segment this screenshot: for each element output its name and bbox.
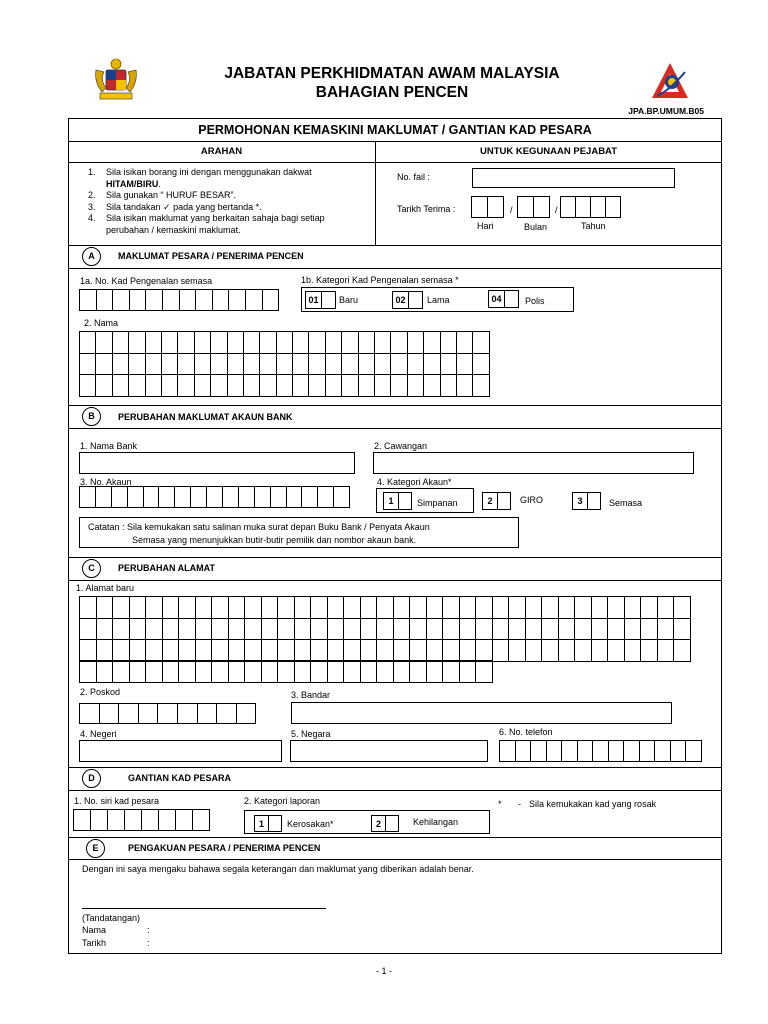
signature-line	[82, 908, 326, 909]
address-cells-row-4[interactable]	[79, 660, 492, 682]
name-label: 2. Nama	[84, 318, 119, 328]
instruction-2: 2. Sila gunakan “ HURUF BESAR”.	[88, 190, 237, 200]
date-field-label: Tarikh	[82, 938, 107, 948]
branch-label: 2. Cawangan	[374, 441, 428, 451]
country-label: 5. Negara	[291, 729, 331, 739]
report-checkbox-kerosakan[interactable]	[268, 815, 282, 832]
instruction-1: 1. Sila isikan borang ini dengan menggunakan dakwat	[88, 167, 312, 177]
instruction-4: 4. Sila isikan maklumat yang berkaitan sahaja bagi setiap	[88, 213, 325, 223]
ic-category-checkbox-polis[interactable]	[504, 290, 519, 308]
report-code-kerosakan: 1	[254, 815, 269, 832]
account-number-cells[interactable]	[79, 486, 349, 507]
account-type-code-semasa: 3	[572, 492, 588, 510]
section-e-badge: E	[86, 839, 105, 858]
branch-field[interactable]	[373, 452, 694, 474]
ic-category-code-baru: 01	[305, 291, 322, 309]
ic-label: 1a. No. Kad Pengenalan semasa	[80, 276, 213, 286]
account-type-checkbox-simpanan[interactable]	[398, 492, 412, 510]
ic-category-code-polis: 04	[488, 290, 505, 308]
section-c-badge: C	[82, 559, 101, 578]
address-label: 1. Alamat baru	[76, 583, 135, 593]
state-label: 4. Negeri	[80, 729, 117, 739]
report-category-label: 2. Kategori laporan	[244, 796, 321, 806]
day-label: Hari	[477, 221, 494, 231]
section-a-title: MAKLUMAT PESARA / PENERIMA PENCEN	[118, 251, 304, 261]
ic-category-label-polis: Polis	[525, 296, 545, 306]
coat-of-arms-icon	[92, 56, 140, 102]
instructions: 1. Sila isikan borang ini dengan menggunakan dakwat HITAM/BIRU. 2. Sila gunakan “ HURUF BESAR”. 3. Sila tandakan ✓ pada yang bertanda *. 4. Sila isikan maklumat yang berkaitan sahaja bagi setiap perubahan / kemaskini maklumat.	[88, 167, 373, 236]
arahan-heading: ARAHAN	[200, 146, 243, 157]
ic-category-checkbox-lama[interactable]	[408, 291, 423, 309]
report-label-kerosakan: Kerosakan*	[287, 819, 334, 829]
report-note-text: Sila kemukakan kad yang rosak	[529, 799, 657, 809]
file-number-field[interactable]	[472, 168, 675, 188]
city-label: 3. Bandar	[291, 690, 331, 700]
bank-note-line-2: Semasa yang menunjukkan butir-butir pemilik dan nombor akaun bank.	[132, 535, 417, 545]
section-c-title: PERUBAHAN ALAMAT	[118, 563, 215, 573]
section-b-badge: B	[82, 407, 101, 426]
section-b-title: PERUBAHAN MAKLUMAT AKAUN BANK	[118, 412, 293, 422]
date-received-label: Tarikh Terima :	[397, 204, 456, 214]
phone-label: 6. No. telefon	[499, 727, 553, 737]
section-e-title: PENGAKUAN PESARA / PENERIMA PENCEN	[128, 843, 321, 853]
phone-cells[interactable]	[499, 740, 701, 761]
report-code-kehilangan: 2	[371, 815, 386, 832]
name-field-label: Nama	[82, 925, 107, 935]
ic-number-cells[interactable]	[79, 289, 278, 310]
org-line-2: BAHAGIAN PENCEN	[315, 84, 469, 101]
declaration-text: Dengan ini saya mengaku bahawa segala keterangan dan maklumat yang diberikan adalah benar.	[82, 864, 474, 874]
account-type-label-semasa: Semasa	[609, 498, 643, 508]
date-received-month[interactable]	[517, 196, 549, 217]
year-label: Tahun	[581, 221, 606, 231]
card-serial-cells[interactable]	[73, 809, 209, 830]
account-type-code-simpanan: 1	[383, 492, 399, 510]
date-received-day[interactable]	[471, 196, 503, 217]
report-checkbox-kehilangan[interactable]	[385, 815, 399, 832]
bank-note-line-1: Catatan : Sila kemukakan satu salinan muka surat depan Buku Bank / Penyata Akaun	[88, 522, 430, 532]
section-d-badge: D	[82, 769, 101, 788]
page-number: - 1 -	[375, 966, 392, 976]
report-label-kehilangan: Kehilangan	[413, 817, 459, 827]
account-type-code-giro: 2	[482, 492, 498, 510]
section-a-badge: A	[82, 247, 101, 266]
org-line-1: JABATAN PERKHIDMATAN AWAM MALAYSIA	[224, 65, 560, 82]
instruction-3: 3. Sila tandakan ✓ pada yang bertanda *.	[88, 201, 262, 212]
account-type-checkbox-giro[interactable]	[497, 492, 511, 510]
org-title	[150, 64, 634, 102]
state-field[interactable]	[79, 740, 282, 762]
file-label: No. fail :	[397, 172, 431, 182]
section-d-title: GANTIAN KAD PESARA	[128, 773, 232, 783]
ic-category-checkbox-baru[interactable]	[321, 291, 336, 309]
ic-category-code-lama: 02	[392, 291, 409, 309]
jpa-logo-icon	[649, 60, 691, 104]
form-title: PERMOHONAN KEMASKINI MAKLUMAT / GANTIAN KAD PESARA	[198, 123, 592, 137]
city-field[interactable]	[291, 702, 672, 724]
date-received-year[interactable]	[560, 196, 620, 217]
office-heading: UNTUK KEGUNAAN PEJABAT	[479, 146, 618, 157]
account-type-label: 4. Kategori Akaun*	[377, 477, 452, 487]
bank-name-label: 1. Nama Bank	[80, 441, 138, 451]
ic-category-label: 1b. Kategori Kad Pengenalan semasa *	[301, 275, 459, 285]
postcode-cells[interactable]	[79, 703, 255, 723]
account-type-label-simpanan: Simpanan	[417, 498, 458, 508]
account-type-checkbox-semasa[interactable]	[587, 492, 601, 510]
signature-label: (Tandatangan)	[82, 913, 141, 923]
country-field[interactable]	[290, 740, 488, 762]
report-note-dash: -	[518, 799, 521, 809]
account-type-label-giro: GIRO	[520, 495, 544, 505]
bank-name-field[interactable]	[79, 452, 355, 474]
name-cells[interactable]	[79, 331, 489, 396]
report-note-star: *	[498, 799, 502, 809]
ic-category-label-baru: Baru	[339, 295, 359, 305]
postcode-label: 2. Poskod	[80, 687, 121, 697]
form-code: JPA.BP.UMUM.B05	[628, 106, 704, 116]
ic-category-label-lama: Lama	[427, 295, 450, 305]
month-label: Bulan	[524, 222, 548, 232]
account-number-label: 3. No. Akaun	[80, 477, 132, 487]
card-serial-label: 1. No. siri kad pesara	[74, 796, 160, 806]
